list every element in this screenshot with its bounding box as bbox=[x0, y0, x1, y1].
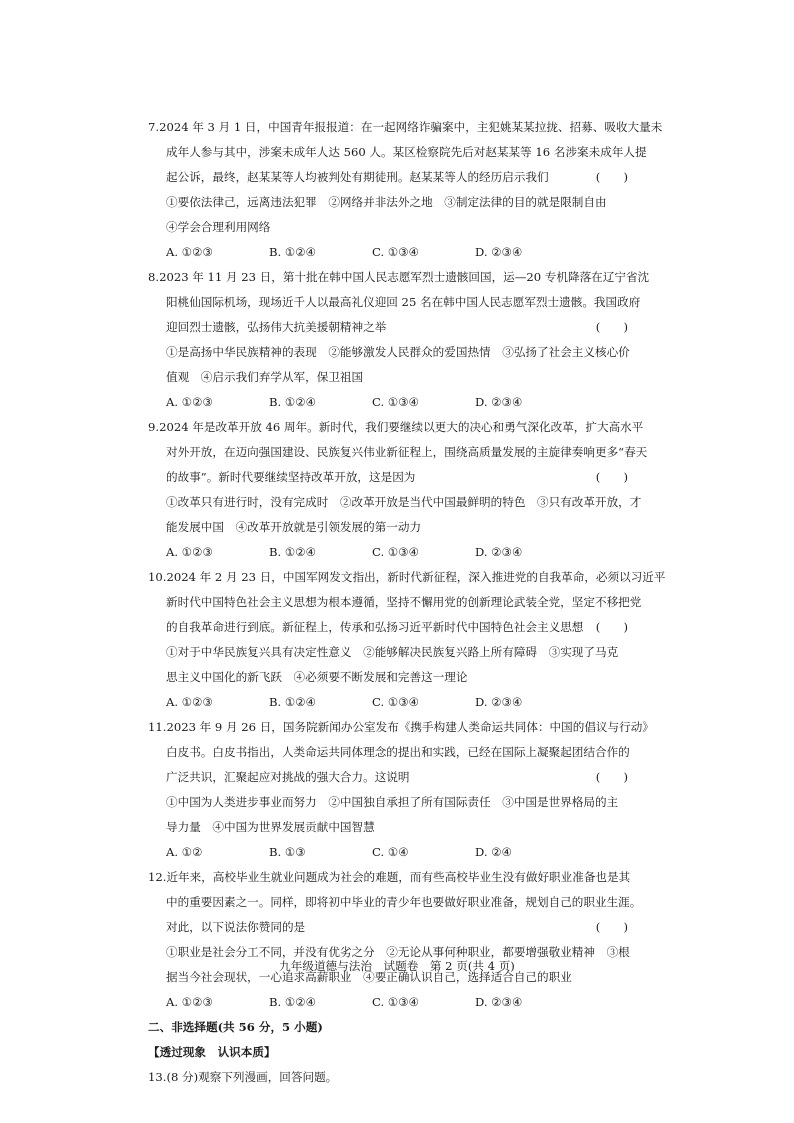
question-list bbox=[148, 115, 666, 1090]
option-a: A. ①②③ bbox=[166, 545, 213, 559]
option-d: D. ②③④ bbox=[475, 395, 523, 409]
statement-line: ①是高扬中华民族精神的表现 ②能够激发人民群众的爱国热情 ③弘扬了社会主义核心价 bbox=[166, 345, 630, 359]
option-c: C. ①③④ bbox=[372, 245, 420, 259]
question-number: 12. bbox=[148, 870, 167, 884]
option-b: B. ①②④ bbox=[269, 245, 317, 259]
question-stem-line bbox=[148, 115, 663, 140]
statement-line: ①改革只有进行时，没有完成时 ②改革开放是当代中国最鲜明的特色 ③只有改革开放，才 bbox=[166, 495, 642, 509]
statement-line: ④学会合理利用网络 bbox=[166, 220, 271, 234]
option-c: C. ①③④ bbox=[372, 395, 420, 409]
page-footer: 九年级道德与法治 试题卷 第 2 页(共 4 页) bbox=[279, 959, 515, 973]
section-heading: 二、非选择题(共 56 分，5 小题) bbox=[148, 1020, 323, 1034]
option-d: D. ②④ bbox=[475, 845, 513, 859]
option-d: D. ②③④ bbox=[475, 545, 523, 559]
question-number: 8. bbox=[148, 270, 160, 284]
question-stem-line bbox=[148, 290, 641, 315]
question-stem-line bbox=[148, 565, 666, 590]
answer-parentheses: ( ) bbox=[595, 470, 628, 484]
question-stem-text: 迎回烈士遗骸，弘扬伟大抗美援朝精神之举 bbox=[166, 320, 387, 334]
question-12 bbox=[148, 865, 642, 1015]
statement-line: 导力量 ④中国为世界发展贡献中国智慧 bbox=[166, 820, 375, 834]
option-d: D. ②③④ bbox=[475, 995, 523, 1009]
question-9 bbox=[148, 415, 648, 565]
question-stem-line bbox=[148, 740, 638, 765]
option-b: B. ①②④ bbox=[269, 995, 317, 1009]
question-stem-text: 中的重要因素之一。同样，即将初中毕业的青少年也要做好职业准备，规划自己的职业生涯。 bbox=[166, 895, 642, 909]
question-stem-text: 阳桃仙国际机场，现场近千人以最高礼仪迎回 25 名在韩中国人民志愿军烈士遗骸。我国政府 bbox=[166, 295, 641, 309]
question-stem-line bbox=[148, 265, 650, 290]
subsection-heading: 【透过现象 认识本质】 bbox=[148, 1045, 276, 1059]
question-stem-line bbox=[148, 415, 644, 440]
question-stem-line bbox=[148, 140, 647, 165]
statement-line: ①职业是社会分工不同，并没有优劣之分 ②无论从事何种职业，都要增强敬业精神 ③根 bbox=[166, 945, 630, 959]
question-stem-text: 成年人参与其中，涉案未成年人达 560 人。某区检察院先后对赵某某等 16 名涉案未成年人提 bbox=[166, 145, 647, 159]
option-a: A. ①②③ bbox=[166, 395, 213, 409]
question-stem-line bbox=[148, 590, 642, 615]
option-a: A. ①②③ bbox=[166, 995, 213, 1009]
question-stem-text: 对外开放，在迈向强国建设、民族复兴伟业新征程上，围绕高质量发展的主旋律奏响更多“春天 bbox=[166, 445, 648, 459]
answer-parentheses: ( ) bbox=[595, 920, 628, 934]
question-number: 7. bbox=[148, 120, 160, 134]
option-b: B. ①②④ bbox=[269, 695, 317, 709]
question-13-stem: 13.(8 分)观察下列漫画，回答问题。 bbox=[148, 1070, 338, 1084]
answer-options bbox=[148, 240, 638, 265]
question-stem-text: 起公诉，最终，赵某某等人均被判处有期徒刑。赵某某等人的经历启示我们 bbox=[166, 170, 549, 184]
answer-options bbox=[148, 540, 638, 565]
option-d: D. ②③④ bbox=[475, 695, 523, 709]
option-b: B. ①②④ bbox=[269, 545, 317, 559]
answer-parentheses: ( ) bbox=[595, 770, 628, 784]
statement-line: ①中国为人类进步事业而努力 ②中国独自承担了所有国际责任 ③中国是世界格局的主 bbox=[166, 795, 619, 809]
answer-options bbox=[148, 690, 638, 715]
question-8 bbox=[148, 265, 650, 415]
question-stem-line bbox=[148, 715, 654, 740]
option-c: C. ①④ bbox=[372, 845, 409, 859]
statement-line: ①对于中华民族复兴具有决定性意义 ②能够解决民族复兴路上所有障碍 ③实现了马克 bbox=[166, 645, 619, 659]
option-a: A. ①② bbox=[166, 845, 203, 859]
question-stem-line bbox=[148, 890, 642, 915]
statement-line: 据当今社会现状，一心追求高薪职业 ④要正确认识自己，选择适合自己的职业 bbox=[166, 970, 572, 984]
question-stem-text: 2023 年 11 月 23 日，第十批在韩中国人民志愿军烈士遗骸回国，运—20 专机降落在辽宁省沈 bbox=[159, 270, 650, 284]
statement-line: 思主义中国化的新飞跃 ④必须要不断发展和完善这一理论 bbox=[166, 670, 468, 684]
question-stem-text: 广泛共识，汇聚起应对挑战的强大合力。这说明 bbox=[166, 770, 410, 784]
question-stem-text: 2024 年 3 月 1 日，中国青年报报道：在一起网络诈骗案中，主犯姚某某拉拢、招募、吸收大量未 bbox=[159, 120, 663, 134]
question-stem-text: 白皮书。白皮书指出，人类命运共同体理念的提出和实践，已经在国际上凝聚起团结合作的 bbox=[166, 745, 630, 759]
answer-parentheses: ( ) bbox=[595, 620, 628, 634]
question-number: 10. bbox=[148, 570, 167, 584]
statement-line: 值观 ④启示我们弃学从军，保卫祖国 bbox=[166, 370, 364, 384]
statement-line: ①要依法律己，远离违法犯罪 ②网络并非法外之地 ③制定法律的目的就是限制自由 bbox=[166, 195, 607, 209]
option-c: C. ①③④ bbox=[372, 995, 420, 1009]
answer-options bbox=[148, 390, 638, 415]
question-stem-text: 近年来，高校毕业生就业问题成为社会的难题，而有些高校毕业生没有做好职业准备也是其 bbox=[166, 870, 631, 884]
option-d: D. ②③④ bbox=[475, 245, 523, 259]
option-b: B. ①③ bbox=[269, 845, 306, 859]
question-stem-text: 2024 年是改革开放 46 周年。新时代，我们要继续以更大的决心和勇气深化改革，扩大高水平 bbox=[159, 420, 644, 434]
option-c: C. ①③④ bbox=[372, 545, 420, 559]
answer-options bbox=[148, 990, 638, 1015]
answer-parentheses: ( ) bbox=[595, 320, 628, 334]
question-stem-text: 新时代中国特色社会主义思想为根本遵循，坚持不懈用党的创新理论武装全党，坚定不移把党 bbox=[166, 595, 642, 609]
question-10 bbox=[148, 565, 666, 715]
question-number: 11. bbox=[148, 720, 167, 734]
option-c: C. ①③④ bbox=[372, 695, 420, 709]
question-7 bbox=[148, 115, 663, 265]
option-a: A. ①②③ bbox=[166, 695, 213, 709]
question-stem-line bbox=[148, 440, 648, 465]
question-stem-text: 的故事”。新时代要继续坚持改革开放，这是因为 bbox=[166, 470, 416, 484]
question-11 bbox=[148, 715, 654, 865]
question-stem-text: 2023 年 9 月 26 日，国务院新闻办公室发布《携手构建人类命运共同体：中国的倡议与行动》 bbox=[166, 720, 654, 734]
question-stem-line bbox=[148, 865, 638, 890]
statement-line: 能发展中国 ④改革开放就是引领发展的第一动力 bbox=[166, 520, 422, 534]
question-stem-text: 对此，以下说法你赞同的是 bbox=[166, 920, 306, 934]
question-stem-text: 的自我革命进行到底。新征程上，传承和弘扬习近平新时代中国特色社会主义思想 bbox=[166, 620, 584, 634]
option-a: A. ①②③ bbox=[166, 245, 213, 259]
question-stem-line bbox=[148, 615, 638, 640]
answer-parentheses: ( ) bbox=[595, 170, 628, 184]
answer-options bbox=[148, 840, 638, 865]
question-number: 9. bbox=[148, 420, 160, 434]
option-b: B. ①②④ bbox=[269, 395, 317, 409]
question-stem-text: 2024 年 2 月 23 日，中国军网发文指出，新时代新征程，深入推进党的自我革命，必须以习近平 bbox=[166, 570, 666, 584]
